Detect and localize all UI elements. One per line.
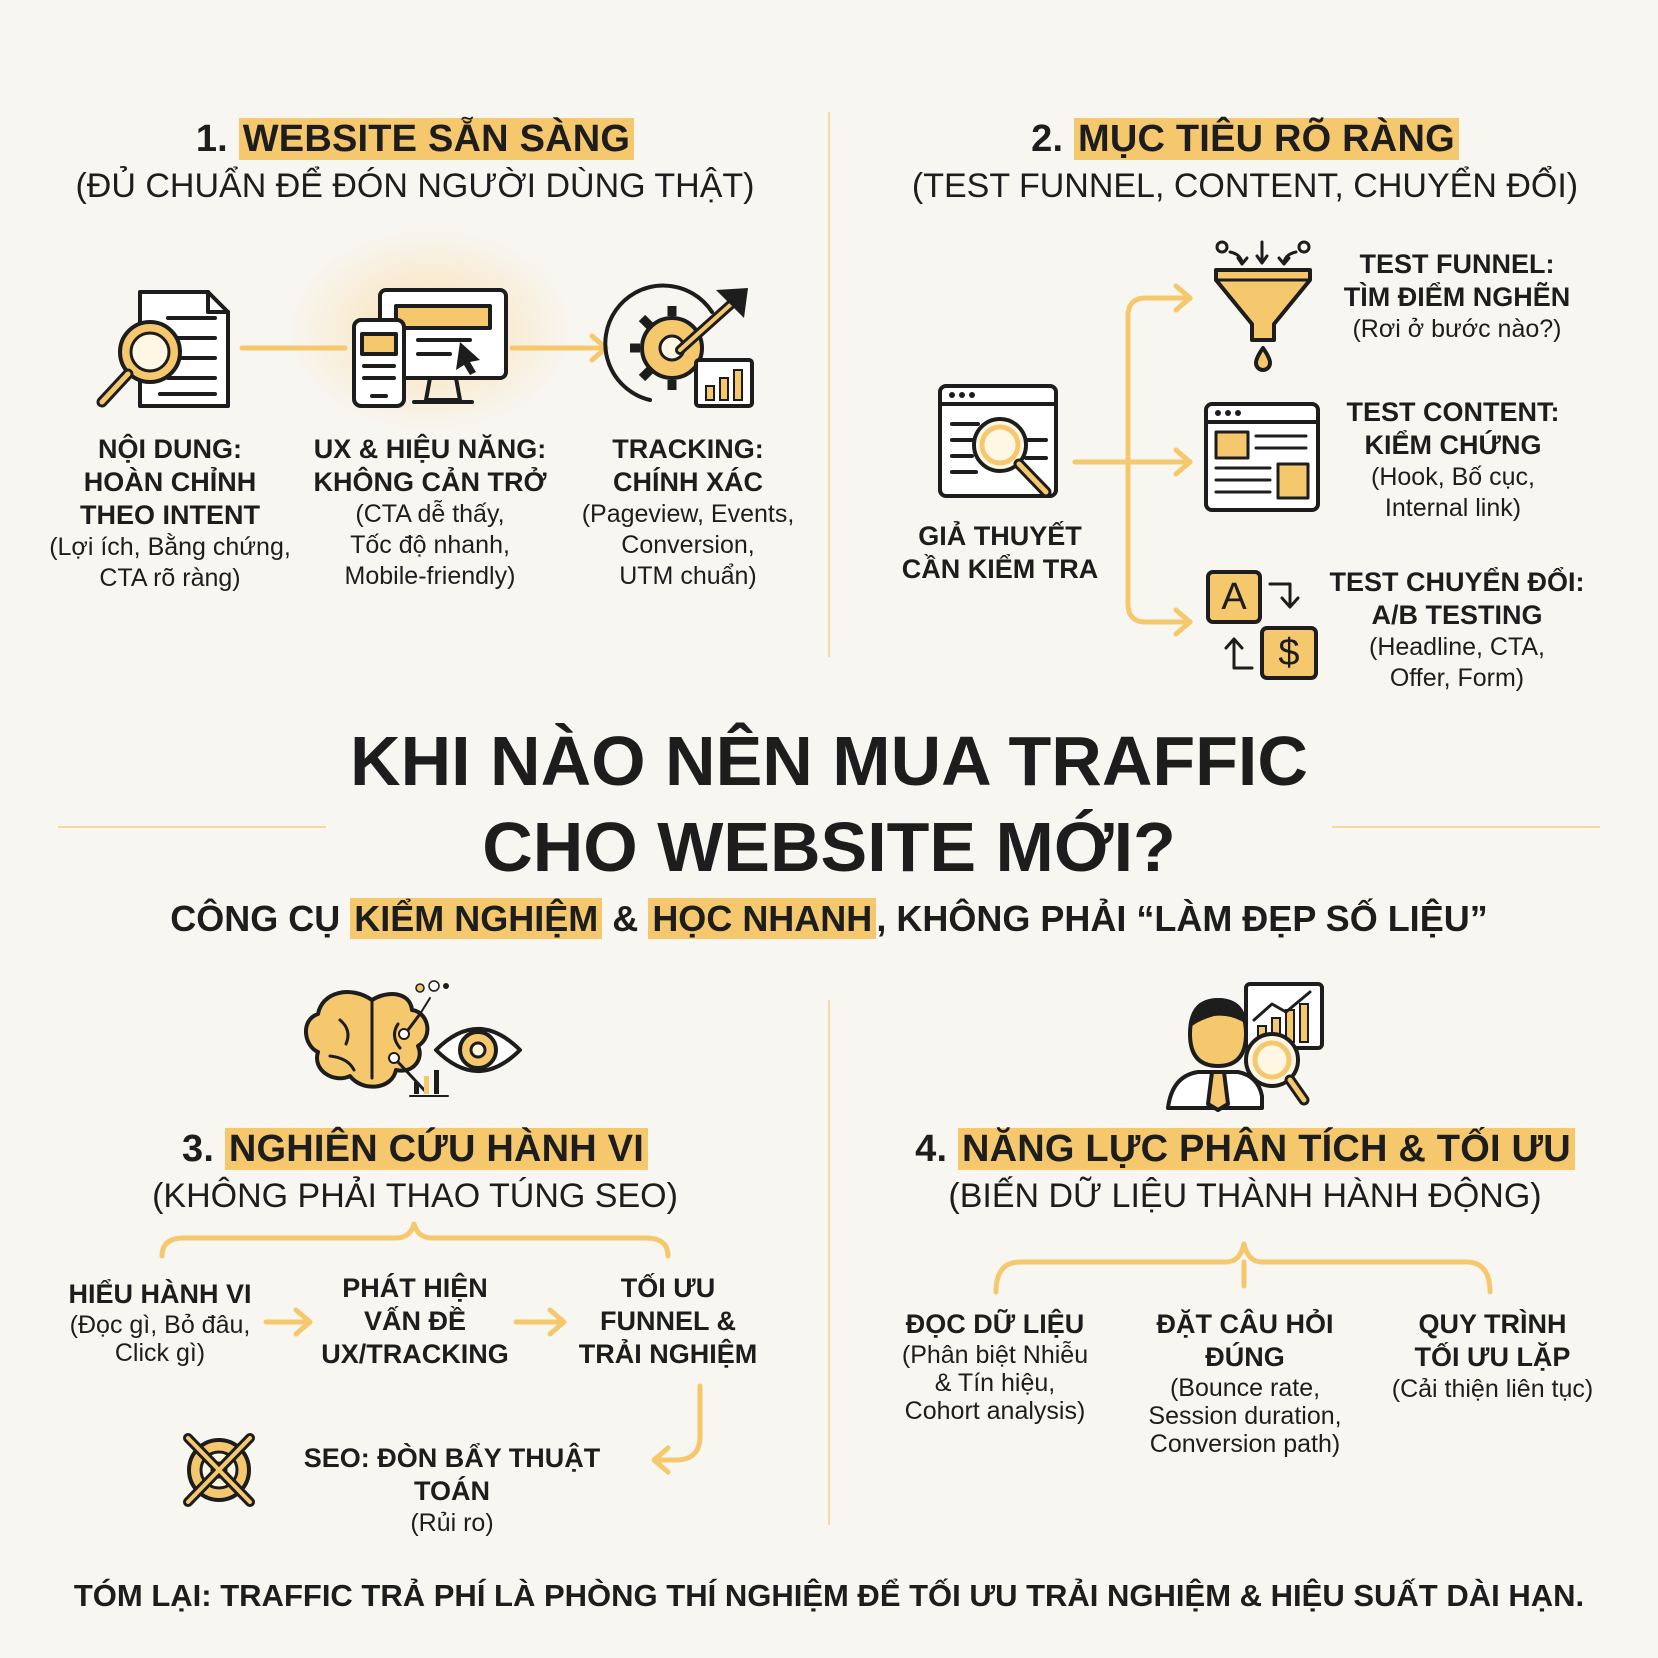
section3-title: 3. NGHIÊN CỨU HÀNH VI: [40, 1128, 790, 1171]
item-desc: (Hook, Bố cục, Internal link): [1371, 463, 1535, 522]
item-label: ĐẶT CÂU HỎI ĐÚNG: [1156, 1309, 1334, 1372]
item-desc: (Cải thiện liên tục): [1391, 1375, 1594, 1403]
section1-subtitle: (ĐỦ CHUẨN ĐỂ ĐÓN NGƯỜI DÙNG THẬT): [75, 167, 755, 205]
step-label: HIỂU HÀNH VI: [68, 1279, 252, 1309]
section3-subtitle: (KHÔNG PHẢI THAO TÚNG SEO): [152, 1177, 678, 1215]
section3-step-optimize: TỐI ƯU FUNNEL & TRẢI NGHIỆM: [578, 1273, 758, 1369]
section2-title: 2. MỤC TIÊU RÕ RÀNG: [870, 118, 1620, 161]
item-desc: (Rơi ở bước nào?): [1352, 315, 1562, 343]
seo-desc: (Rủi ro): [410, 1509, 494, 1537]
seo-label: SEO: ĐÒN BẨY THUẬT TOÁN: [303, 1443, 601, 1506]
step-desc: (Đọc gì, Bỏ đâu, Click gì): [69, 1311, 251, 1367]
section4-title: 4. NĂNG LỰC PHÂN TÍCH & TỐI ƯU: [870, 1128, 1620, 1171]
item-label: QUY TRÌNH TỐI ƯU LẶP: [1414, 1309, 1571, 1372]
main-subtitle: CÔNG CỤ KIỂM NGHIỆM & HỌC NHANH , KHÔNG PHẢI “LÀM ĐẸP SỐ LIỆU”: [170, 898, 1488, 939]
item-desc: (Pageview, Events, Conversion, UTM chuẩn): [581, 500, 795, 590]
footer-summary: TÓM LẠI: TRAFFIC TRẢ PHÍ LÀ PHÒNG THÍ NGHIỆM ĐỂ TỐI ƯU TRẢI NGHIỆM & HIỆU SUẤT DÀI HẠN.: [73, 1578, 1585, 1613]
item-label: TEST FUNNEL: TÌM ĐIỂM NGHẼN: [1343, 249, 1571, 312]
item-label: TEST CONTENT: KIỂM CHỨNG: [1346, 397, 1560, 460]
section4-subtitle: (BIẾN DỮ LIỆU THÀNH HÀNH ĐỘNG): [948, 1177, 1542, 1215]
item-label: TRACKING: CHÍNH XÁC: [612, 434, 764, 497]
main-title-line1: KHI NÀO NÊN MUA TRAFFIC: [350, 722, 1308, 800]
section4-item-ask-questions: [1120, 1308, 1370, 1458]
item-desc: (Lợi ích, Bằng chứng, CTA rõ ràng): [49, 533, 291, 592]
item-label: ĐỌC DỮ LIỆU: [905, 1309, 1085, 1339]
analyst-icon: [1168, 984, 1322, 1110]
item-label: UX & HIỆU NĂNG: KHÔNG CẢN TRỞ: [313, 434, 547, 497]
section2-subtitle: (TEST FUNNEL, CONTENT, CHUYỂN ĐỔI): [911, 167, 1579, 205]
section3-step-detect: PHÁT HIỆN VẤN ĐỀ UX/TRACKING: [321, 1273, 509, 1369]
section1-title: 1. WEBSITE SẴN SÀNG: [40, 118, 790, 161]
item-desc: (Bounce rate, Session duration, Conversion path): [1148, 1374, 1342, 1458]
item-label: NỘI DUNG: HOÀN CHỈNH THEO INTENT: [80, 434, 260, 530]
section4-header: [870, 1128, 1620, 1216]
item-label: TEST CHUYỂN ĐỔI: A/B TESTING: [1329, 567, 1585, 630]
section4-item-read-data: [870, 1308, 1120, 1425]
section2-source-label: GIẢ THUYẾT CẦN KIỂM TRA: [901, 521, 1099, 584]
ab-symbol: $: [1278, 632, 1300, 674]
item-desc: (Phân biệt Nhiễu & Tín hiệu, Cohort analysis): [901, 1341, 1089, 1425]
ab-letter: A: [1221, 576, 1247, 618]
item-desc: (CTA dễ thấy, Tốc độ nhanh, Mobile-friendly): [344, 500, 516, 590]
item-desc: (Headline, CTA, Offer, Form): [1369, 633, 1545, 692]
section4-item-iterate: [1370, 1308, 1615, 1405]
main-title-line2: CHO WEBSITE MỚI?: [482, 808, 1176, 886]
